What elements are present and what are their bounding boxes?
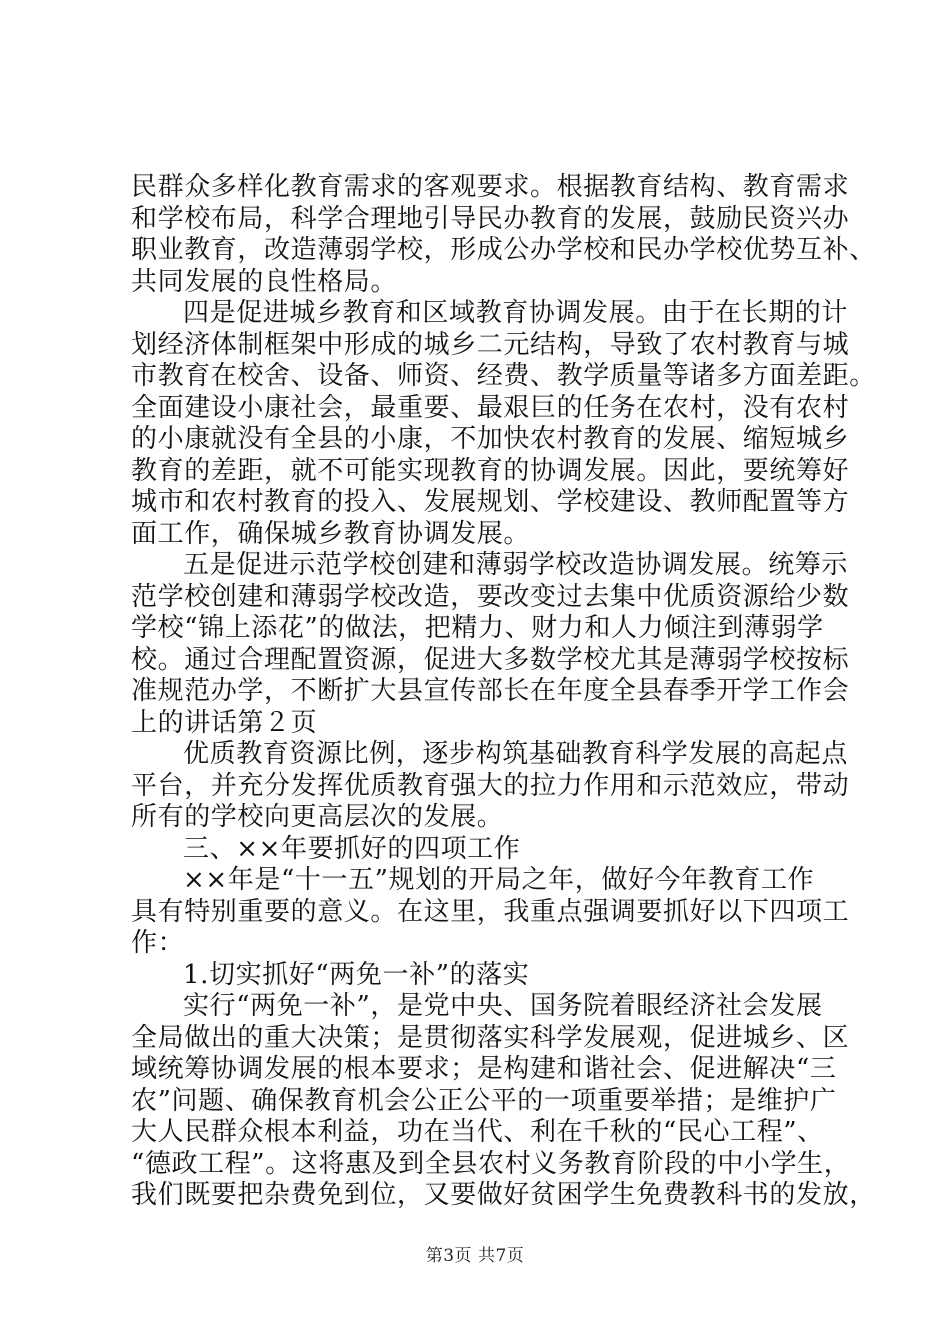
text-line: 全局做出的重大决策；是贯彻落实科学发展观，促进城乡、区: [131, 1022, 850, 1053]
text-line: 共同发展的良性格局。: [131, 266, 398, 297]
page-footer: 第3页 共7页: [425, 1246, 525, 1266]
text-line: 优质教育资源比例，逐步构筑基础教育科学发展的高起点: [183, 739, 849, 769]
text-line: 全面建设小康社会，最重要、最艰巨的任务在农村，没有农村: [131, 392, 850, 423]
text-line: 我们既要把杂费免到位，又要做好贫困学生免费教科书的发放，: [131, 1180, 876, 1210]
text-line: 域统筹协调发展的根本要求；是构建和谐社会、促进解决“三: [131, 1054, 837, 1084]
text-line: 面工作，确保城乡教育协调发展。: [131, 518, 531, 549]
text-line: 校。通过合理配置资源，促进大多数学校尤其是薄弱学校按标: [131, 644, 850, 675]
text-line: 准规范办学，不断扩大县宣传部长在年度全县春季开学工作会: [131, 676, 850, 706]
text-line: 四是促进城乡教育和区域教育协调发展。由于在长期的计: [183, 298, 849, 328]
text-line: 的小康就没有全县的小康，不加快农村教育的发展、缩短城乡: [131, 424, 850, 454]
text-line: 职业教育，改造薄弱学校，形成公办学校和民办学校优势互补、: [131, 235, 876, 265]
text-line: 范学校创建和薄弱学校改造，要改变过去集中优质资源给少数: [131, 581, 850, 612]
text-line: 1.切实抓好“两免一补”的落实: [183, 959, 530, 990]
text-line: 上的讲话第２页: [131, 707, 318, 738]
text-line: 农”问题、确保教育机会公正公平的一项重要举措；是维护广: [131, 1085, 837, 1116]
document-body: [131, 172, 876, 1212]
text-line: 五是促进示范学校创建和薄弱学校改造协调发展。统筹示: [183, 550, 849, 580]
text-line: 大人民群众根本利益，功在当代、利在千秋的“民心工程”、: [131, 1117, 824, 1147]
text-line: ××年是“十一五”规划的开局之年，做好今年教育工作: [183, 865, 815, 895]
text-line: 三、××年要抓好的四项工作: [183, 833, 521, 864]
text-line: “德政工程”。这将惠及到全县农村义务教育阶段的中小学生，: [131, 1148, 851, 1179]
text-line: 城市和农村教育的投入、发展规划、学校建设、教师配置等方: [131, 487, 850, 517]
text-line: 教育的差距，就不可能实现教育的协调发展。因此，要统筹好: [131, 455, 850, 486]
text-line: 平台，并充分发挥优质教育强大的拉力作用和示范效应，带动: [131, 770, 850, 801]
text-line: 所有的学校向更高层次的发展。: [131, 802, 504, 832]
text-line: 和学校布局，科学合理地引导民办教育的发展，鼓励民资兴办: [131, 203, 850, 234]
text-line: 作：: [131, 928, 185, 958]
text-line: 学校“锦上添花”的做法，把精力、财力和人力倾注到薄弱学: [131, 613, 824, 643]
text-line: 实行“两免一补”，是党中央、国务院着眼经济社会发展: [183, 991, 823, 1021]
text-line: 划经济体制框架中形成的城乡二元结构，导致了农村教育与城: [131, 329, 850, 360]
text-line: 民群众多样化教育需求的客观要求。根据教育结构、教育需求: [131, 172, 850, 202]
text-line: 市教育在校舍、设备、师资、经费、教学质量等诸多方面差距。: [131, 361, 876, 391]
text-line: 具有特别重要的意义。在这里，我重点强调要抓好以下四项工: [131, 896, 850, 927]
